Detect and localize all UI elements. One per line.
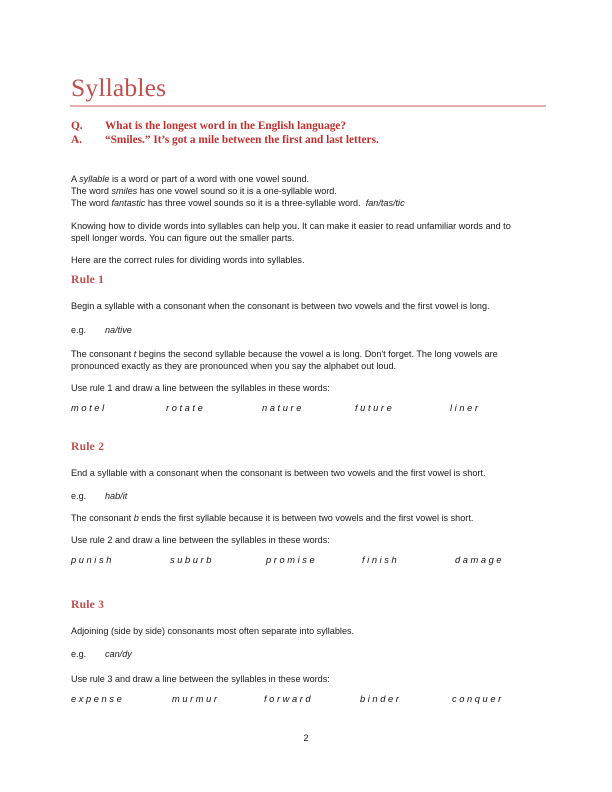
rule-3-instruction: Use rule 3 and draw a line between the syllables in these words: [71, 674, 330, 684]
def2-italic: smiles [111, 186, 138, 197]
rule-2-exp-after: ends the first syllable because it is between two vowels and the first vowel is short. [138, 513, 474, 523]
rule-2-word-row [71, 555, 531, 569]
def3-before: The word [71, 198, 112, 209]
rule-3-eg-label: e.g. [71, 649, 87, 659]
rule-1-explanation [71, 348, 526, 372]
practice-word: nature [262, 403, 304, 413]
def1-before: A [71, 174, 80, 184]
definition-line-3 [71, 197, 526, 209]
rule-3-eg-example: can/dy [105, 649, 132, 659]
rule-2-eg-label: e.g. [71, 491, 87, 501]
practice-word: liner [450, 403, 481, 413]
definition-line-2 [71, 185, 526, 197]
rule-2-instruction: Use rule 2 and draw a line between the syllables in these words: [71, 535, 330, 545]
rule-2-eg-example: hab/it [105, 491, 128, 501]
rule-3-statement: Adjoining (side by side) consonants most often separate into syllables. [71, 626, 355, 636]
rule-2-explanation [71, 512, 526, 524]
page-number: 2 [303, 733, 309, 743]
rule-3-example-line [71, 649, 132, 659]
question-text: What is the longest word in the English language? [105, 120, 347, 132]
rule-1-instruction: Use rule 1 and draw a line between the syllables in these words: [71, 383, 330, 393]
page-title: Syllables [71, 73, 167, 102]
practice-word: binder [360, 694, 402, 704]
practice-word: future [355, 403, 395, 413]
question-label: Q. [71, 120, 83, 132]
rule-3-word-row [71, 694, 531, 708]
answer-label: A. [71, 134, 82, 147]
rule-1-eg-label: e.g. [71, 325, 87, 335]
rule-1-heading: Rule 1 [71, 273, 105, 286]
def3-example: fan/tas/tic [365, 198, 405, 209]
def1-italic: syllable [79, 174, 110, 184]
practice-word: suburb [170, 555, 215, 565]
rule-1-word-row [71, 403, 531, 417]
answer-text: “Smiles.” It’s got a mile between the first and last letters. [105, 134, 379, 147]
rule-1-eg-example: na/tive [105, 325, 132, 335]
question-row [71, 119, 379, 133]
qa-block [71, 119, 379, 147]
practice-word: motel [71, 403, 107, 413]
definition-lines [71, 173, 526, 209]
def1-after: is a word or part of a word with one vowel sound. [109, 174, 310, 184]
def3-italic: fantastic [111, 198, 146, 209]
rule-1-statement: Begin a syllable with a consonant when the consonant is between two vowels and the first vowel is long. [71, 301, 490, 311]
practice-word: damage [455, 555, 505, 565]
practice-word: murmur [172, 694, 220, 704]
rule-1-exp-after: begins the second syllable because the vowel a is long. Don't forget. The long vowels are pronounced exactly as they are pronounced when you say the alphabet out loud. [71, 349, 498, 372]
title-divider [70, 105, 546, 107]
rule-2-exp-before: The consonant [71, 513, 134, 523]
definition-line-1 [71, 173, 526, 185]
def2-after: has one vowel sound so it is a one-syllable word. [137, 186, 337, 197]
practice-word: forward [264, 694, 314, 704]
intro-paragraph-2: Knowing how to divide words into syllables can help you. It can make it easier to read unfamiliar words and to spell longer words. You can figure out the smaller parts. [71, 221, 511, 244]
rule-1-example-line [71, 325, 132, 335]
rule-3-heading: Rule 3 [71, 598, 105, 611]
practice-word: rotate [166, 403, 206, 413]
def3-after: has three vowel sounds so it is a three-syllable word. [145, 198, 361, 209]
practice-word: finish [362, 555, 400, 565]
rule-2-exp-italic: b [133, 513, 139, 523]
answer-row [71, 133, 379, 147]
def2-before: The word [71, 186, 112, 197]
practice-word: expense [71, 694, 125, 704]
practice-word: conquer [452, 694, 504, 704]
practice-word: promise [266, 555, 318, 565]
rule-1-exp-before: The consonant [71, 349, 134, 359]
rule-2-heading: Rule 2 [71, 440, 105, 453]
practice-word: punish [71, 555, 114, 565]
rule-1-exp-italic: t [133, 349, 137, 359]
rule-2-statement: End a syllable with a consonant when the consonant is between two vowels and the first vowel is short. [71, 468, 486, 478]
rule-2-example-line [71, 491, 127, 501]
intro-paragraph-3: Here are the correct rules for dividing words into syllables. [71, 255, 305, 265]
